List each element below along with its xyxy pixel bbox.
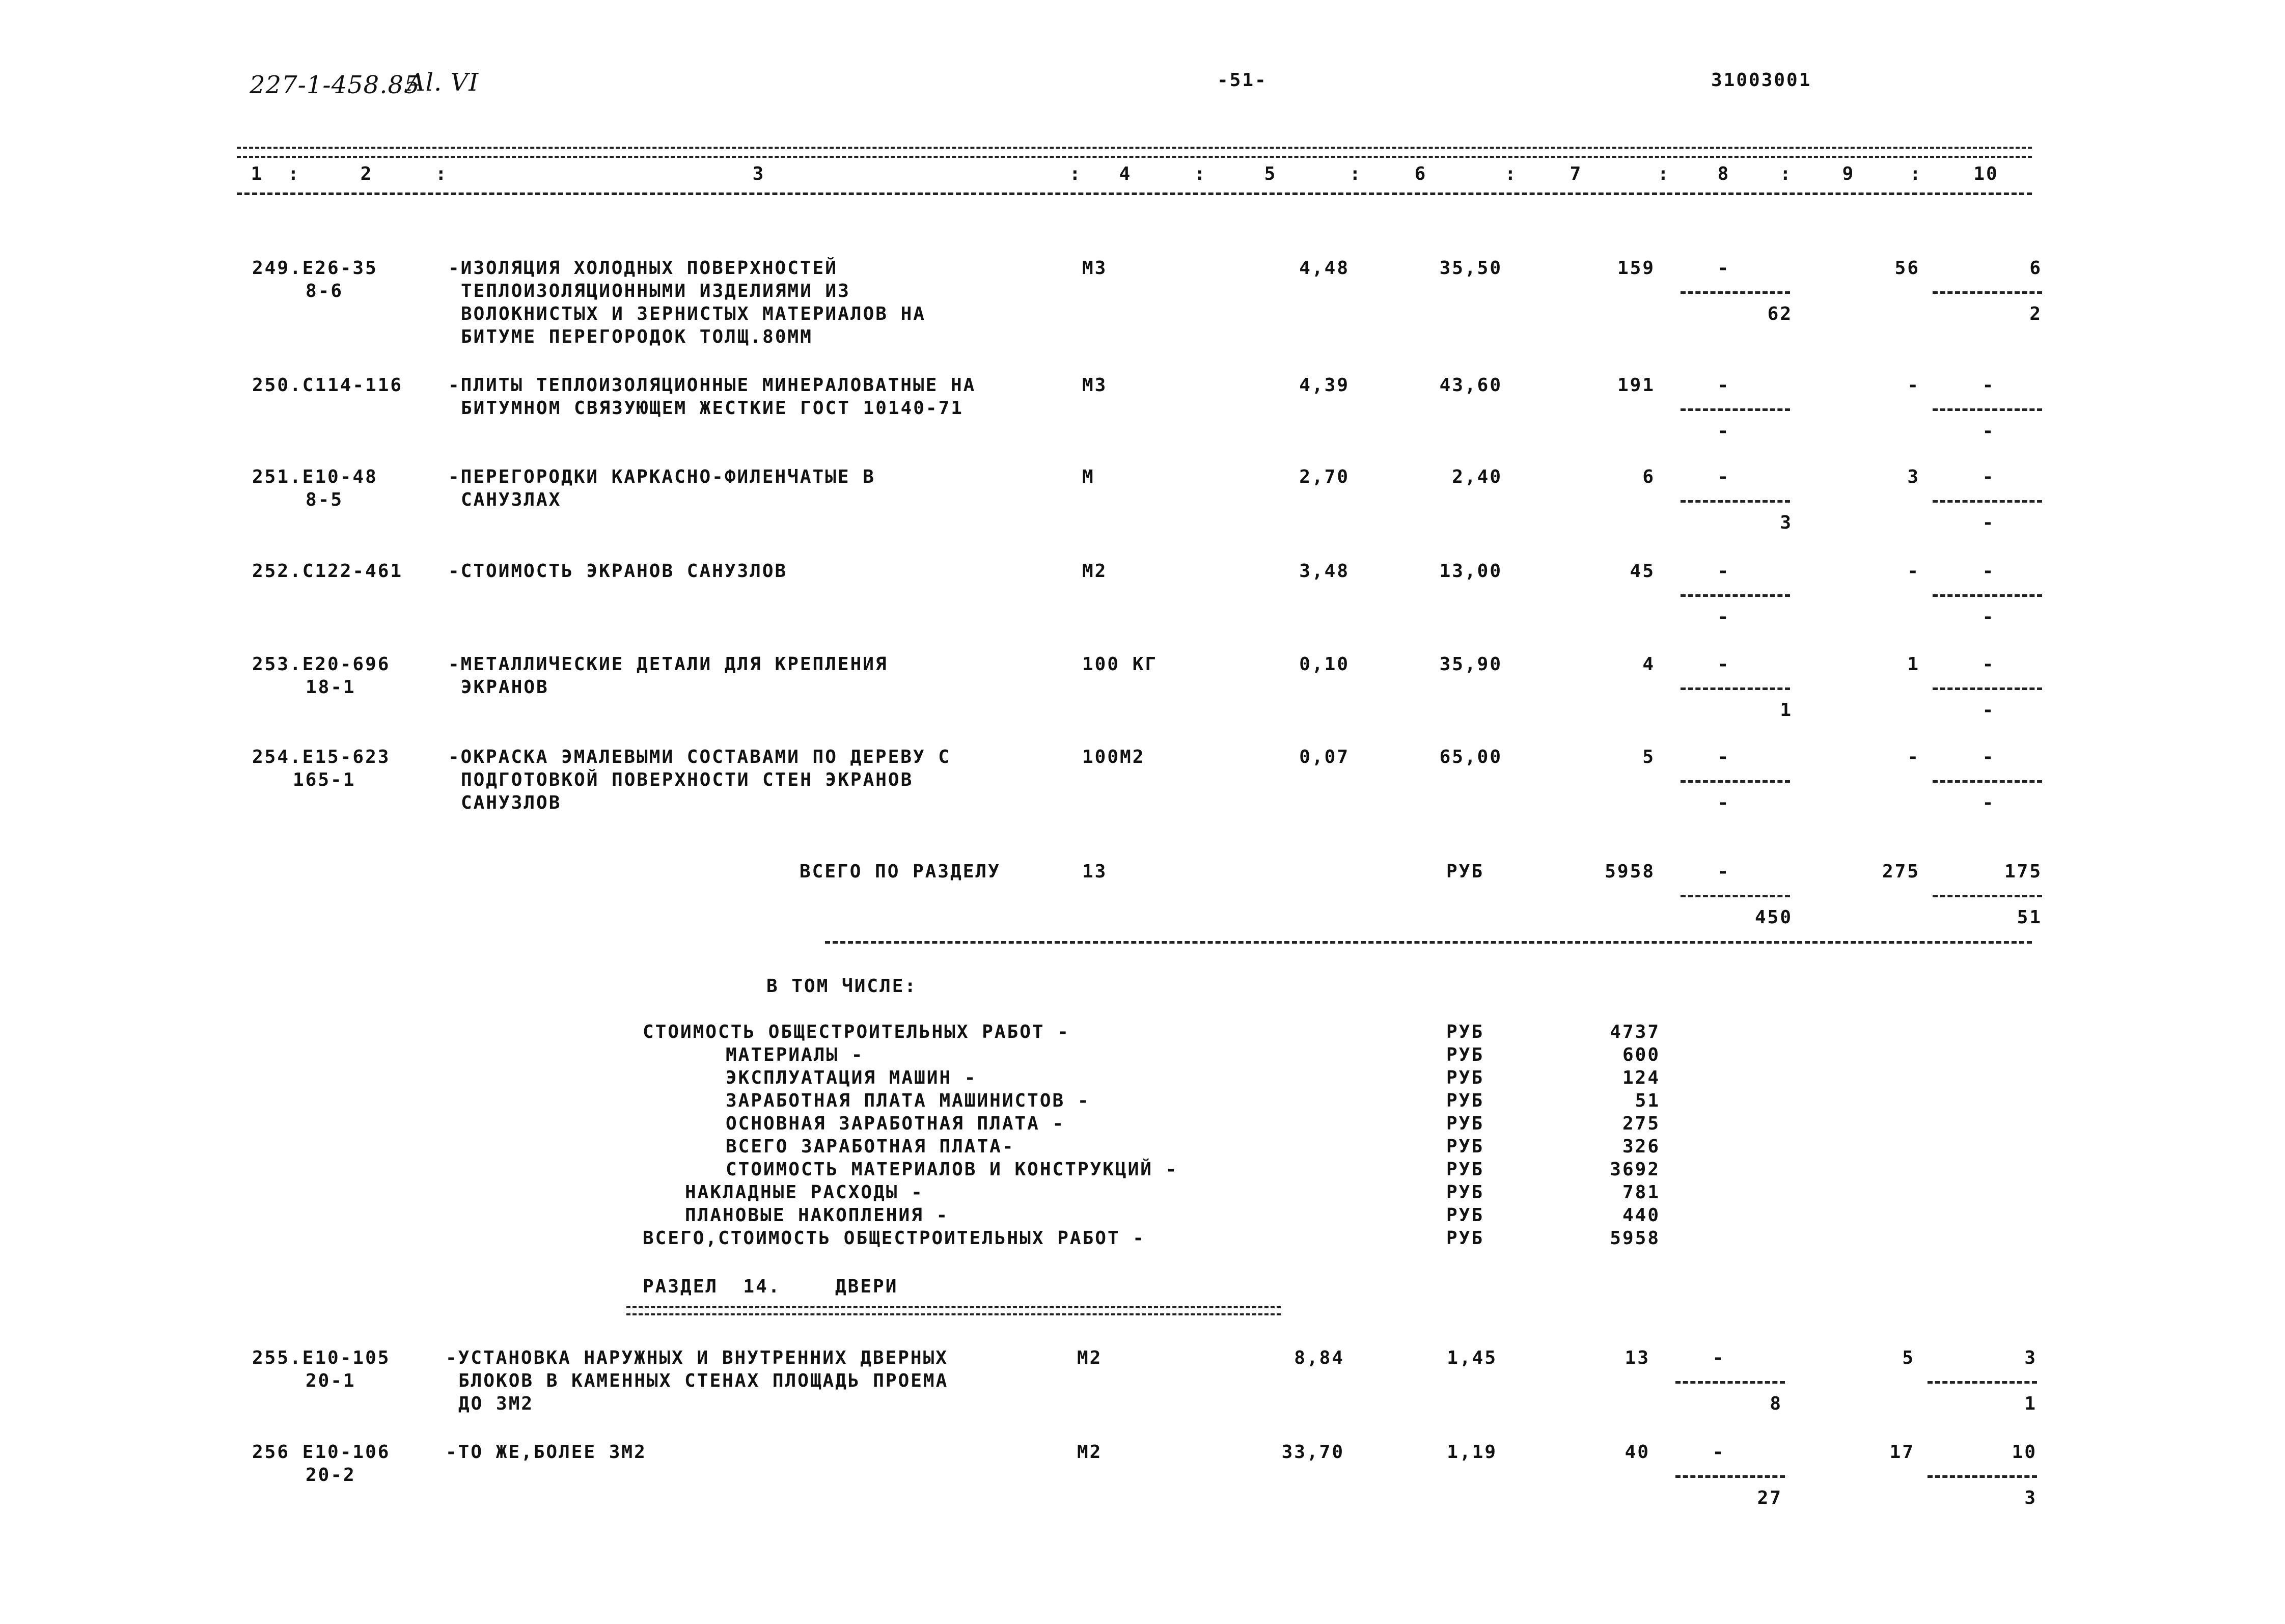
col-header-4: 4 xyxy=(1119,163,1132,184)
breakdown-unit: РУБ xyxy=(1446,1136,1484,1157)
col-sep: : xyxy=(1069,163,1082,184)
row-quantity: 2,70 xyxy=(1299,466,1350,487)
row-description-line: -ИЗОЛЯЦИЯ ХОЛОДНЫХ ПОВЕРХНОСТЕЙ xyxy=(448,258,838,279)
breakdown-unit: РУБ xyxy=(1446,1044,1484,1065)
row-col8-bottom: - xyxy=(1717,792,1730,813)
row-number: 253.Е20-696 xyxy=(252,654,391,675)
fraction-rule xyxy=(1933,594,2042,597)
breakdown-value: 4737 xyxy=(1610,1022,1660,1042)
breakdown-value: 5958 xyxy=(1610,1228,1660,1249)
row-col10-bottom: 2 xyxy=(2029,304,2042,324)
fraction-rule xyxy=(1928,1475,2037,1478)
row-description-line: -УСТАНОВКА НАРУЖНЫХ И ВНУТРЕННИХ ДВЕРНЫХ xyxy=(446,1347,948,1368)
section-total-number: 13 xyxy=(1082,861,1108,882)
breakdown-label: ПЛАНОВЫЕ НАКОПЛЕНИЯ - xyxy=(685,1205,949,1226)
row-description-line: БИТУМЕ ПЕРЕГОРОДОК ТОЛЩ.80ММ xyxy=(461,326,813,347)
row-col9: 3 xyxy=(1907,466,1920,487)
breakdown-value: 600 xyxy=(1622,1044,1660,1065)
fraction-rule xyxy=(1933,895,2042,897)
col-header-7: 7 xyxy=(1570,163,1583,184)
row-description-line: ДО 3М2 xyxy=(458,1393,534,1414)
row-description-line: ЭКРАНОВ xyxy=(461,677,549,698)
row-unit-price: 35,90 xyxy=(1439,654,1502,675)
section-label: РАЗДЕЛ 14. xyxy=(643,1276,781,1297)
fraction-rule xyxy=(1675,1475,1785,1478)
col-sep: : xyxy=(288,163,300,184)
row-subcode: 18-1 xyxy=(306,677,356,698)
breakdown-value: 326 xyxy=(1622,1136,1660,1157)
section-title: ДВЕРИ xyxy=(835,1276,898,1297)
row-total: 5 xyxy=(1642,747,1655,767)
row-unit-price: 43,60 xyxy=(1439,375,1502,396)
col-sep: : xyxy=(1194,163,1207,184)
fraction-rule xyxy=(1933,291,2042,294)
row-description-line: ПОДГОТОВКОЙ ПОВЕРХНОСТИ СТЕН ЭКРАНОВ xyxy=(461,769,914,790)
row-col8-top: - xyxy=(1717,561,1730,582)
fraction-rule xyxy=(1681,780,1790,783)
col-header-9: 9 xyxy=(1842,163,1855,184)
row-quantity: 3,48 xyxy=(1299,561,1350,582)
row-number: 255.Е10-105 xyxy=(252,1347,391,1368)
row-col8-top: - xyxy=(1717,466,1730,487)
col-sep: : xyxy=(1910,163,1922,184)
col-header-8: 8 xyxy=(1717,163,1730,184)
breakdown-label: ВСЕГО ЗАРАБОТНАЯ ПЛАТА- xyxy=(726,1136,1015,1157)
row-col10-top: - xyxy=(1982,654,1995,675)
col-header-2: 2 xyxy=(360,163,373,184)
fraction-rule xyxy=(1933,687,2042,690)
row-col8-top: - xyxy=(1717,375,1730,396)
row-unit: М xyxy=(1082,466,1095,487)
breakdown-value: 781 xyxy=(1622,1182,1660,1203)
row-unit-price: 35,50 xyxy=(1439,258,1502,279)
col-header-6: 6 xyxy=(1414,163,1427,184)
row-unit-price: 1,45 xyxy=(1447,1347,1497,1368)
breakdown-unit: РУБ xyxy=(1446,1159,1484,1180)
row-col8-top: - xyxy=(1717,258,1730,279)
row-quantity: 0,10 xyxy=(1299,654,1350,675)
row-description-line: ТЕПЛОИЗОЛЯЦИОННЫМИ ИЗДЕЛИЯМИ ИЗ xyxy=(461,281,850,301)
row-total: 40 xyxy=(1625,1442,1650,1463)
fraction-rule xyxy=(1933,500,2042,503)
row-description-line: -ОКРАСКА ЭМАЛЕВЫМИ СОСТАВАМИ ПО ДЕРЕВУ С xyxy=(448,747,951,767)
including-heading: В ТОМ ЧИСЛЕ: xyxy=(766,976,918,997)
row-number: 256 Е10-106 xyxy=(252,1442,391,1463)
row-col10-top: 3 xyxy=(2024,1347,2037,1368)
fraction-rule xyxy=(1933,408,2042,411)
row-col8-bottom: 27 xyxy=(1757,1488,1782,1508)
col-sep: : xyxy=(1780,163,1793,184)
row-col9: 17 xyxy=(1889,1442,1915,1463)
breakdown-value: 275 xyxy=(1622,1113,1660,1134)
row-unit-price: 65,00 xyxy=(1439,747,1502,767)
row-col9: 5 xyxy=(1902,1347,1915,1368)
row-col8-bottom: 62 xyxy=(1767,304,1793,324)
row-col8-bottom: - xyxy=(1717,607,1730,627)
breakdown-unit: РУБ xyxy=(1446,1067,1484,1088)
section-total-label: ВСЕГО ПО РАЗДЕЛУ xyxy=(800,861,1001,882)
row-col10-top: - xyxy=(1982,375,1995,396)
breakdown-unit: РУБ xyxy=(1446,1228,1484,1249)
row-description-line: -ПЕРЕГОРОДКИ КАРКАСНО-ФИЛЕНЧАТЫЕ В xyxy=(448,466,875,487)
row-quantity: 8,84 xyxy=(1294,1347,1344,1368)
page-number: -51- xyxy=(1217,70,1268,91)
row-total: 45 xyxy=(1630,561,1655,582)
row-col9: - xyxy=(1907,375,1920,396)
breakdown-label: ЗАРАБОТНАЯ ПЛАТА МАШИНИСТОВ - xyxy=(726,1090,1090,1111)
breakdown-value: 124 xyxy=(1622,1067,1660,1088)
fraction-rule xyxy=(1933,780,2042,783)
row-unit: М3 xyxy=(1082,375,1108,396)
row-col8-top: - xyxy=(1712,1442,1725,1463)
row-description-line: БЛОКОВ В КАМЕННЫХ СТЕНАХ ПЛОЩАДЬ ПРОЕМА xyxy=(458,1370,949,1391)
row-unit: М3 xyxy=(1082,258,1108,279)
row-quantity: 4,48 xyxy=(1299,258,1350,279)
document-code: 31003001 xyxy=(1711,70,1812,91)
col-sep: : xyxy=(1658,163,1670,184)
row-col8-bottom: 1 xyxy=(1780,700,1793,721)
fraction-rule xyxy=(1681,408,1790,411)
breakdown-unit: РУБ xyxy=(1446,1022,1484,1042)
fraction-rule xyxy=(1681,291,1790,294)
breakdown-label: НАКЛАДНЫЕ РАСХОДЫ - xyxy=(685,1182,924,1203)
row-col8-bottom: 3 xyxy=(1780,512,1793,533)
breakdown-label: ВСЕГО,СТОИМОСТЬ ОБЩЕСТРОИТЕЛЬНЫХ РАБОТ - xyxy=(643,1228,1145,1249)
section-title-underline xyxy=(626,1306,1281,1315)
row-col10-bottom: 1 xyxy=(2024,1393,2037,1414)
row-description-line: -МЕТАЛЛИЧЕСКИЕ ДЕТАЛИ ДЛЯ КРЕПЛЕНИЯ xyxy=(448,654,888,675)
col-header-3: 3 xyxy=(752,163,765,184)
fraction-rule xyxy=(1681,594,1790,597)
col-header-10: 10 xyxy=(1973,163,1999,184)
handwritten-code: 227-1-458.85 xyxy=(250,71,420,99)
col-sep: : xyxy=(1505,163,1518,184)
row-unit: М2 xyxy=(1077,1347,1103,1368)
row-col10-bottom: - xyxy=(1982,607,1995,627)
row-number: 250.С114-116 xyxy=(252,375,403,396)
row-unit-price: 2,40 xyxy=(1452,466,1502,487)
row-total: 191 xyxy=(1617,375,1655,396)
row-subcode: 20-2 xyxy=(306,1465,356,1485)
row-number: 249.Е26-35 xyxy=(252,258,378,279)
fraction-rule xyxy=(1681,895,1790,897)
row-col9: 56 xyxy=(1894,258,1920,279)
breakdown-value: 3692 xyxy=(1610,1159,1660,1180)
row-col8-bottom: 8 xyxy=(1770,1393,1782,1414)
col-sep: : xyxy=(1350,163,1362,184)
row-col10-bottom: - xyxy=(1982,512,1995,533)
breakdown-unit: РУБ xyxy=(1446,1090,1484,1111)
row-col10-bottom: - xyxy=(1982,421,1995,442)
row-col10-top: 6 xyxy=(2029,258,2042,279)
section-total-col8-top: - xyxy=(1717,861,1730,882)
breakdown-label: ОСНОВНАЯ ЗАРАБОТНАЯ ПЛАТА - xyxy=(726,1113,1065,1134)
row-description-line: -ПЛИТЫ ТЕПЛОИЗОЛЯЦИОННЫЕ МИНЕРАЛОВАТНЫЕ НА xyxy=(448,375,976,396)
row-col8-top: - xyxy=(1717,747,1730,767)
row-col9: - xyxy=(1907,747,1920,767)
row-col10-bottom: 3 xyxy=(2024,1488,2037,1508)
row-subcode: 20-1 xyxy=(306,1370,356,1391)
fraction-rule xyxy=(1675,1381,1785,1384)
row-unit-price: 1,19 xyxy=(1447,1442,1497,1463)
row-unit: М2 xyxy=(1082,561,1108,582)
row-col10-top: - xyxy=(1982,747,1995,767)
col-header-1: 1 xyxy=(251,163,264,184)
fraction-rule xyxy=(1681,500,1790,503)
col-sep: : xyxy=(435,163,448,184)
row-total: 13 xyxy=(1625,1347,1650,1368)
breakdown-label: СТОИМОСТЬ МАТЕРИАЛОВ И КОНСТРУКЦИЙ - xyxy=(726,1159,1178,1180)
row-description-line: САНУЗЛАХ xyxy=(461,489,562,510)
section-divider xyxy=(825,941,2032,944)
row-description-line: САНУЗЛОВ xyxy=(461,792,562,813)
row-col10-top: - xyxy=(1982,561,1995,582)
row-total: 159 xyxy=(1617,258,1655,279)
row-total: 6 xyxy=(1642,466,1655,487)
row-unit: 100М2 xyxy=(1082,747,1145,767)
row-quantity: 33,70 xyxy=(1281,1442,1344,1463)
row-col10-top: - xyxy=(1982,466,1995,487)
row-subcode: 8-5 xyxy=(306,489,344,510)
breakdown-label: СТОИМОСТЬ ОБЩЕСТРОИТЕЛЬНЫХ РАБОТ - xyxy=(643,1022,1070,1042)
breakdown-unit: РУБ xyxy=(1446,1113,1484,1134)
handwritten-sheet: Al. VI xyxy=(407,68,479,97)
breakdown-unit: РУБ xyxy=(1446,1205,1484,1226)
row-description-line: -ТО ЖЕ,БОЛЕЕ 3М2 xyxy=(446,1442,647,1463)
header-rule-top xyxy=(237,147,2032,158)
breakdown-unit: РУБ xyxy=(1446,1182,1484,1203)
row-subcode: 8-6 xyxy=(306,281,344,301)
row-total: 4 xyxy=(1642,654,1655,675)
section-total-value: 5958 xyxy=(1605,861,1655,882)
section-total-col8-bottom: 450 xyxy=(1754,907,1793,928)
row-description-line: ВОЛОКНИСТЫХ И ЗЕРНИСТЫХ МАТЕРИАЛОВ НА xyxy=(461,304,926,324)
row-description-line: -СТОИМОСТЬ ЭКРАНОВ САНУЗЛОВ xyxy=(448,561,788,582)
row-subcode: 165-1 xyxy=(293,769,356,790)
row-quantity: 0,07 xyxy=(1299,747,1350,767)
fraction-rule xyxy=(1928,1381,2037,1384)
row-description-line: БИТУМНОМ СВЯЗУЮЩЕМ ЖЕСТКИЕ ГОСТ 10140-71 xyxy=(461,398,963,419)
row-unit: М2 xyxy=(1077,1442,1103,1463)
breakdown-value: 440 xyxy=(1622,1205,1660,1226)
breakdown-value: 51 xyxy=(1635,1090,1660,1111)
section-total-col10-bottom: 51 xyxy=(2017,907,2042,928)
row-col9: - xyxy=(1907,561,1920,582)
row-unit: 100 КГ xyxy=(1082,654,1158,675)
col-header-5: 5 xyxy=(1264,163,1277,184)
section-total-col9: 275 xyxy=(1882,861,1920,882)
fraction-rule xyxy=(1681,687,1790,690)
row-number: 251.Е10-48 xyxy=(252,466,378,487)
breakdown-label: МАТЕРИАЛЫ - xyxy=(726,1044,864,1065)
row-col8-bottom: - xyxy=(1717,421,1730,442)
row-col10-bottom: - xyxy=(1982,700,1995,721)
row-quantity: 4,39 xyxy=(1299,375,1350,396)
row-number: 252.С122-461 xyxy=(252,561,403,582)
row-col8-top: - xyxy=(1717,654,1730,675)
row-col10-top: 10 xyxy=(2012,1442,2037,1463)
row-col8-top: - xyxy=(1712,1347,1725,1368)
breakdown-label: ЭКСПЛУАТАЦИЯ МАШИН - xyxy=(726,1067,977,1088)
header-rule-bottom xyxy=(237,192,2032,195)
row-col10-bottom: - xyxy=(1982,792,1995,813)
row-unit-price: 13,00 xyxy=(1439,561,1502,582)
row-col9: 1 xyxy=(1907,654,1920,675)
section-total-unit: РУБ xyxy=(1446,861,1484,882)
row-number: 254.Е15-623 xyxy=(252,747,391,767)
section-total-col10-top: 175 xyxy=(2004,861,2042,882)
